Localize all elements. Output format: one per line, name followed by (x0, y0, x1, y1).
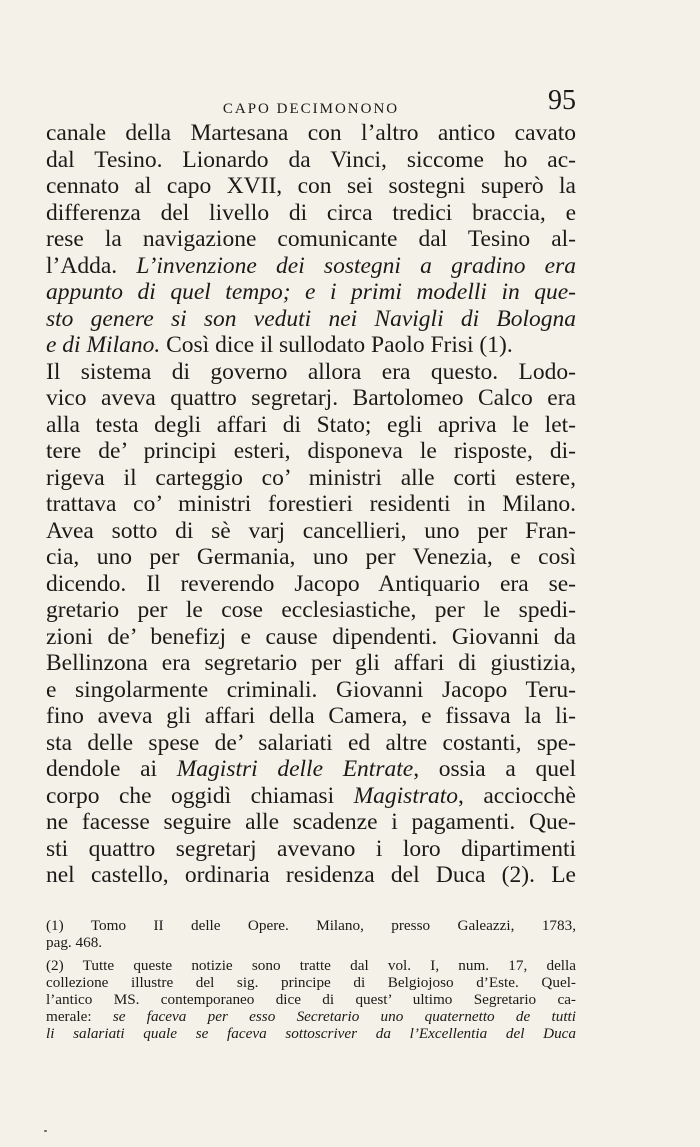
text-segment: , acciocchè (458, 782, 576, 809)
text-segment: collezione illustre del sig. principe di Belgiojoso d’Este. Quel- (46, 974, 576, 991)
italic-text: li salariati quale se faceva sottoscriver da l’Excellentia del Duca (46, 1025, 576, 1042)
text-segment: vico aveva quattro segretarj. Bartolomeo Calco era (46, 385, 576, 411)
page-number: 95 (548, 85, 576, 116)
page-speck (44, 1130, 47, 1132)
text-segment: sta delle spese de’ salariati ed altre costanti, spe- (46, 729, 576, 756)
text-line (46, 306, 576, 333)
text-segment: Bellinzona era segretario per gli affari di giustizia, (46, 650, 576, 676)
text-segment: Il sistema di governo allora era questo. Lodo- (46, 358, 576, 385)
text-line (46, 597, 576, 624)
text-segment: merale: (46, 1008, 113, 1025)
text-segment: Così dice il sullodato Paolo Frisi (1). (160, 332, 513, 358)
text-segment: zioni de’ benefizj e cause dipendenti. Giovanni da (46, 623, 576, 650)
text-segment: pag. 468. (46, 934, 103, 951)
italic-text: Magistrato (353, 782, 459, 809)
footnote-line (46, 991, 576, 1008)
body-text (46, 120, 576, 889)
text-segment: rigeva il carteggio co’ ministri alle corti estere, (46, 464, 576, 491)
text-line (46, 862, 576, 889)
text-line (46, 200, 576, 227)
text-segment: Avea sotto di sè varj cancellieri, uno per Fran- (46, 517, 576, 544)
text-line (46, 677, 576, 704)
text-line (46, 359, 576, 386)
italic-text: se faceva per esso Secretario uno quaternetto de tutti (112, 1008, 576, 1025)
text-segment: nel castello, ordinaria residenza del Duca (2). Le (46, 862, 576, 888)
text-line (46, 147, 576, 174)
text-line (46, 253, 576, 280)
text-line (46, 836, 576, 863)
footnote-line (46, 1025, 576, 1042)
text-segment: gretario per le cose ecclesiastiche, per le spedi- (46, 597, 576, 623)
text-segment: e singolarmente criminali. Giovanni Jacopo Teru- (46, 676, 576, 703)
text-line (46, 385, 576, 412)
text-line (46, 518, 576, 545)
footnote-line (46, 957, 576, 974)
text-segment: l’Adda. (46, 252, 137, 279)
text-segment: rese la navigazione comunicante dal Tesino al- (46, 226, 576, 252)
running-head: CAPO DECIMONONO (222, 101, 400, 117)
text-line (46, 279, 576, 306)
text-line (46, 624, 576, 651)
text-segment: l’antico MS. contemporaneo dice di quest’ ultimo Segretario ca- (46, 991, 576, 1008)
text-line (46, 120, 576, 147)
text-line (46, 226, 576, 253)
text-line (46, 412, 576, 439)
footnote-line (46, 917, 576, 934)
text-segment: corpo che oggidì chiamasi (46, 782, 354, 809)
footnote-line (46, 934, 576, 951)
footnote-line (46, 1008, 576, 1025)
text-segment: cennato al capo XVII, con sei sostegni superò la (46, 173, 576, 199)
text-segment: differenza del livello di circa tredici braccia, e (46, 199, 576, 226)
text-line (46, 730, 576, 757)
text-line (46, 544, 576, 571)
text-segment: canale della Martesana con l’altro antico cavato (46, 120, 576, 146)
text-segment: , ossia a quel (413, 756, 576, 782)
text-segment: trattava co’ ministri forestieri residenti in Milano. (46, 491, 576, 517)
text-line (46, 783, 576, 810)
italic-text: appunto di quel tempo; e i primi modelli in que- (46, 279, 576, 305)
italic-text: L’invenzione dei sostegni a gradino era (136, 252, 576, 279)
text-segment: dicendo. Il reverendo Jacopo Antiquario era se- (46, 570, 576, 597)
footnote-1 (46, 917, 576, 951)
text-segment: (1) Tomo II delle Opere. Milano, presso Galeazzi, 1783, (46, 917, 576, 934)
text-line (46, 465, 576, 492)
text-line (46, 650, 576, 677)
text-line (46, 332, 576, 359)
italic-text: Magistri delle Entrate (176, 756, 414, 782)
text-segment: dal Tesino. Lionardo da Vinci, siccome ho ac- (46, 146, 576, 173)
italic-text: e di Milano. (46, 332, 161, 358)
footnotes (46, 917, 576, 1042)
text-segment: dendole ai (46, 756, 177, 782)
italic-text: sto genere si son veduti nei Navigli di Bologna (46, 305, 576, 332)
text-line (46, 173, 576, 200)
text-segment: (2) Tutte queste notizie sono tratte dal vol. I, num. 17, della (46, 957, 576, 974)
footnote-2 (46, 957, 576, 1042)
text-line (46, 438, 576, 465)
text-line (46, 571, 576, 598)
text-segment: ne facesse seguire alle scadenze i pagamenti. Que- (46, 809, 576, 835)
text-segment: fino aveva gli affari della Camera, e fissava la li- (46, 703, 576, 729)
footnote-line (46, 974, 576, 991)
text-segment: alla testa degli affari di Stato; egli apriva le let- (46, 411, 576, 438)
text-segment: cia, uno per Germania, uno per Venezia, e così (46, 544, 576, 570)
text-line (46, 703, 576, 730)
text-line (46, 809, 576, 836)
text-line (46, 491, 576, 518)
text-segment: tere de’ principi esteri, disponeva le risposte, di- (46, 438, 576, 464)
text-line (46, 756, 576, 783)
text-segment: sti quattro segretarj avevano i loro dipartimenti (46, 835, 576, 862)
